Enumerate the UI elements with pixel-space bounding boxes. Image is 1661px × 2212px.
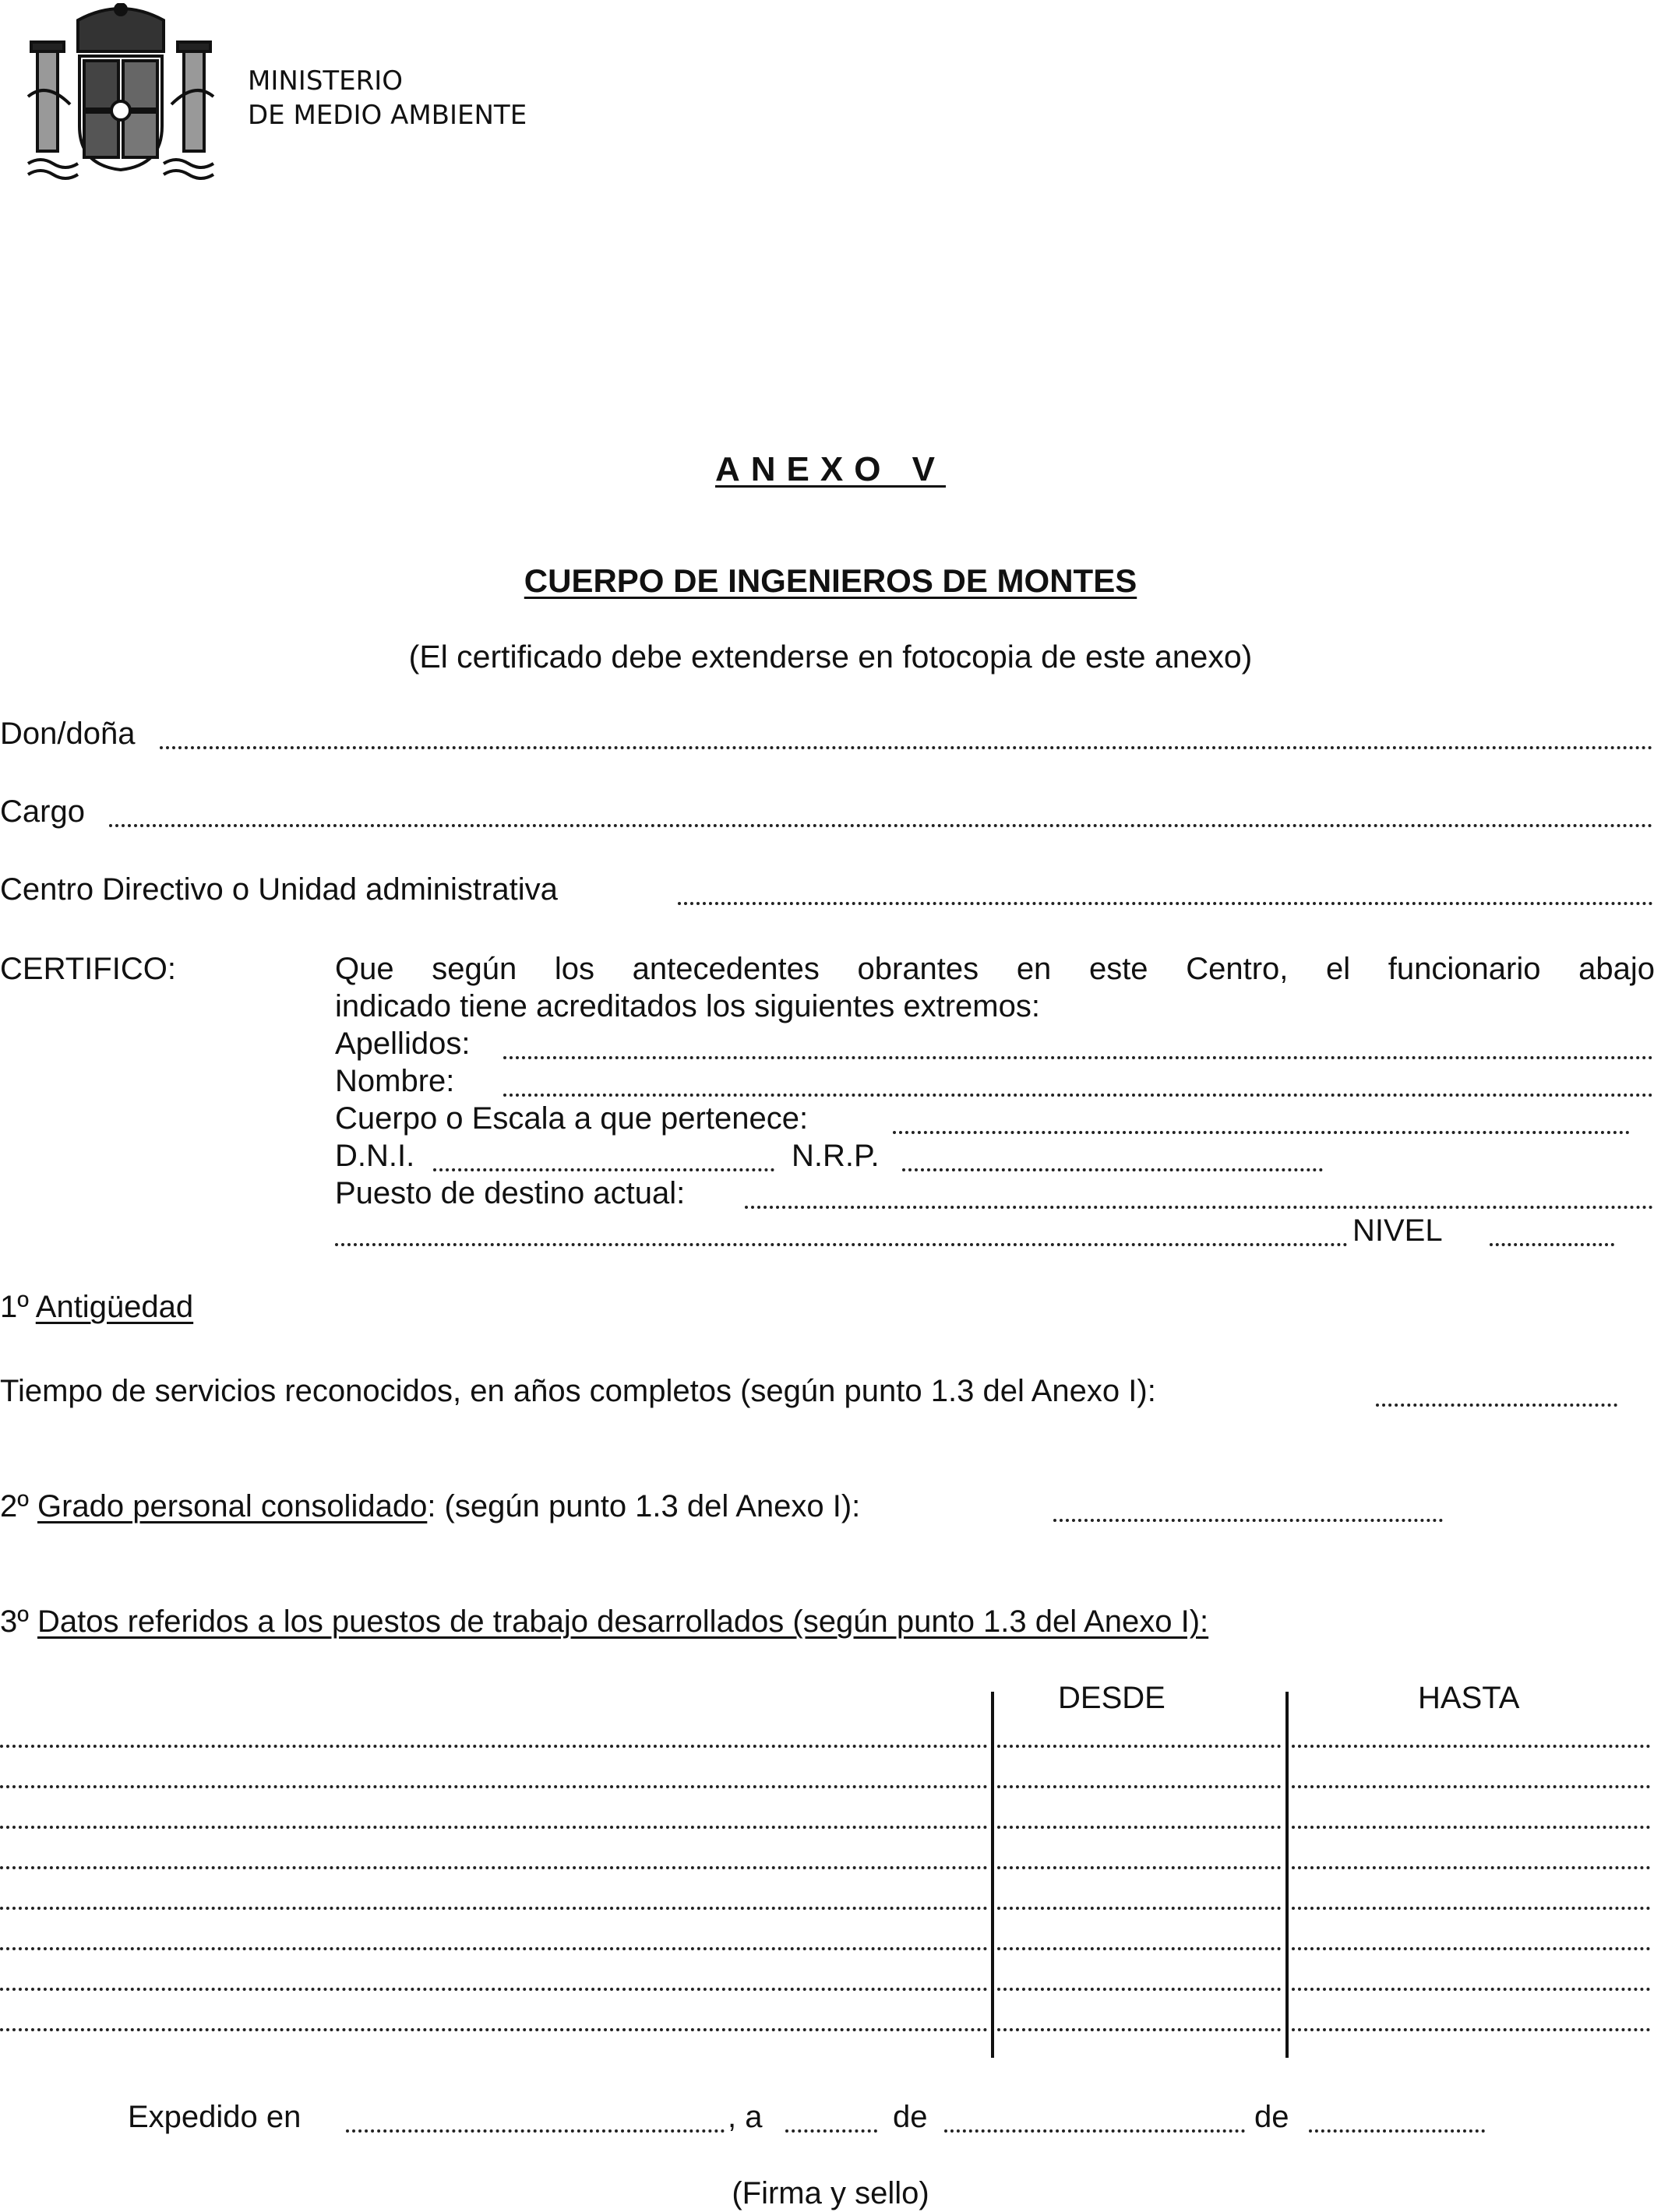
cuerpo-label: Cuerpo o Escala a que pertenece:: [335, 1101, 809, 1136]
dni-field[interactable]: [433, 1168, 774, 1171]
cargo-label: Cargo: [0, 794, 85, 829]
corps-title-text: CUERPO DE INGENIEROS DE MONTES: [524, 562, 1137, 599]
nombre-label: Nombre:: [335, 1064, 455, 1098]
nombre-field[interactable]: [503, 1094, 1653, 1097]
section-1-text: Tiempo de servicios reconocidos, en años completos (según punto 1.3 del Anexo I):: [0, 1374, 1156, 1408]
don-dona-field[interactable]: [160, 746, 1653, 749]
hasta-cell[interactable]: [1292, 1785, 1650, 1788]
firma-y-sello: (Firma y sello): [732, 2176, 929, 2210]
puesto-cell[interactable]: [0, 1785, 988, 1788]
expedido-dia-field[interactable]: [785, 2129, 877, 2133]
cuerpo-field[interactable]: [893, 1131, 1630, 1134]
hasta-cell[interactable]: [1292, 1907, 1650, 1910]
desde-cell[interactable]: [997, 2028, 1281, 2031]
antiguedad-field[interactable]: [1376, 1404, 1617, 1407]
certifico-intro-line-1: Que según los antecedentes obrantes en este Centro, el funcionario abajo: [335, 952, 1655, 986]
section-1-title: Antigüedad: [35, 1290, 194, 1324]
desde-cell[interactable]: [997, 1826, 1281, 1829]
ministry-line-1: MINISTERIO: [248, 65, 404, 97]
table-divider-2: [1285, 1692, 1289, 2058]
puesto-label: Puesto de destino actual:: [335, 1176, 686, 1210]
corps-title: [0, 562, 1661, 600]
coat-of-arms-icon: [23, 3, 218, 184]
section-1-heading: [0, 1288, 193, 1326]
hasta-cell[interactable]: [1292, 2028, 1650, 2031]
apellidos-label: Apellidos:: [335, 1027, 471, 1061]
centro-field[interactable]: [678, 902, 1653, 905]
hasta-cell[interactable]: [1292, 1866, 1650, 1869]
section-3-number: 3º: [0, 1604, 29, 1639]
puesto-field-continued[interactable]: [335, 1243, 1348, 1246]
hasta-cell[interactable]: [1292, 1745, 1650, 1748]
column-header-desde: DESDE: [1058, 1681, 1166, 1715]
puesto-field[interactable]: [745, 1206, 1653, 1209]
section-3-heading: [0, 1603, 1208, 1640]
section-2-number: 2º: [0, 1489, 29, 1523]
desde-cell[interactable]: [997, 1947, 1281, 1950]
certificate-note: (El certificado debe extenderse en fotocopia de este anexo): [408, 639, 1253, 675]
expedido-mes-field[interactable]: [944, 2129, 1245, 2133]
table-divider-1: [991, 1692, 994, 2058]
section-2-text: : (según punto 1.3 del Anexo I):: [427, 1489, 861, 1523]
cargo-field[interactable]: [109, 824, 1653, 827]
section-1-number: 1º: [0, 1290, 29, 1324]
annex-title: [0, 450, 1661, 489]
puesto-cell[interactable]: [0, 1826, 988, 1829]
hasta-cell[interactable]: [1292, 1826, 1650, 1829]
hasta-cell[interactable]: [1292, 1947, 1650, 1950]
nivel-label: NIVEL: [1352, 1213, 1443, 1248]
annex-title-text: ANEXO V: [714, 450, 947, 488]
a-label: , a: [728, 2100, 763, 2134]
column-header-hasta: HASTA: [1418, 1681, 1520, 1715]
ministry-name: [248, 64, 527, 132]
dni-label: D.N.I.: [335, 1139, 415, 1173]
puesto-cell[interactable]: [0, 1907, 988, 1910]
section-3-title: Datos referidos a los puestos de trabajo desarrollados (según punto 1.3 del Anexo I):: [37, 1604, 1209, 1639]
desde-cell[interactable]: [997, 1988, 1281, 1991]
hasta-cell[interactable]: [1292, 1988, 1650, 1991]
nrp-label: N.R.P.: [792, 1139, 880, 1173]
puesto-cell[interactable]: [0, 1988, 988, 1991]
de-label-2: de: [1254, 2100, 1289, 2134]
centro-label: Centro Directivo o Unidad administrativa: [0, 872, 558, 907]
de-label-1: de: [893, 2100, 928, 2134]
section-2-title: Grado personal consolidado: [37, 1489, 428, 1523]
expedido-anio-field[interactable]: [1309, 2129, 1485, 2133]
puesto-cell[interactable]: [0, 2028, 988, 2031]
puesto-cell[interactable]: [0, 1745, 988, 1748]
desde-cell[interactable]: [997, 1907, 1281, 1910]
ministry-line-2: DE MEDIO AMBIENTE: [248, 100, 527, 131]
puesto-cell[interactable]: [0, 1947, 988, 1950]
desde-cell[interactable]: [997, 1745, 1281, 1748]
certifico-intro-line-2: indicado tiene acreditados los siguientes extremos:: [335, 989, 1040, 1023]
section-2-heading: [0, 1488, 860, 1525]
grado-field[interactable]: [1053, 1519, 1443, 1522]
desde-cell[interactable]: [997, 1866, 1281, 1869]
apellidos-field[interactable]: [503, 1056, 1653, 1059]
certifico-label: CERTIFICO:: [0, 952, 176, 986]
expedido-en-label: Expedido en: [128, 2100, 302, 2134]
don-dona-label: Don/doña: [0, 717, 136, 751]
nivel-field[interactable]: [1490, 1243, 1614, 1246]
expedido-lugar-field[interactable]: [346, 2129, 725, 2133]
desde-cell[interactable]: [997, 1785, 1281, 1788]
puesto-cell[interactable]: [0, 1866, 988, 1869]
nrp-field[interactable]: [902, 1168, 1323, 1171]
